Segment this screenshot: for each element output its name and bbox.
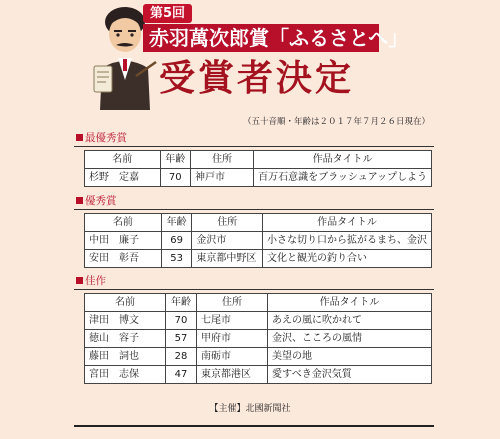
ordering-note: （五十音順・年齢は２０１７年７月２６日現在） — [242, 117, 430, 127]
edition-badge: 第5回 — [143, 4, 192, 23]
cell-title: 文化と観光の釣り合い — [263, 250, 432, 268]
winners-table — [84, 213, 432, 268]
square-bullet-icon — [76, 197, 83, 204]
cell-name: 徳山 容子 — [85, 330, 166, 348]
cell-title: 小さな切り口から拡がるまち、金沢 — [263, 232, 432, 250]
table-header-row — [85, 214, 432, 232]
col-header-address: 住所 — [197, 294, 268, 312]
footer-rule — [74, 425, 434, 427]
cell-address: 神戸市 — [191, 169, 254, 187]
table-header-row — [85, 151, 432, 169]
section-grand-prize — [74, 130, 434, 187]
cell-title: 愛すべき金沢気質 — [268, 366, 432, 384]
cell-title: あえの風に吹かれて — [268, 312, 432, 330]
square-bullet-icon — [76, 134, 83, 141]
col-header-age: 年齢 — [161, 214, 192, 232]
cell-name: 宮田 志保 — [85, 366, 166, 384]
section-title-text: 優秀賞 — [85, 195, 117, 207]
winners-table — [84, 293, 432, 384]
col-header-name: 名前 — [85, 214, 162, 232]
cell-age: 28 — [166, 348, 197, 366]
table-row — [85, 312, 432, 330]
cell-age: 53 — [161, 250, 192, 268]
cell-age: 70 — [160, 169, 191, 187]
section-honorable-mention — [74, 273, 434, 384]
col-header-title: 作品タイトル — [254, 151, 432, 169]
col-header-title: 作品タイトル — [268, 294, 432, 312]
prize-name: 赤羽萬次郎賞「ふるさとへ」 — [149, 26, 409, 50]
section-title-text: 佳作 — [85, 275, 106, 287]
header — [0, 0, 500, 112]
cell-name: 安田 彰吾 — [85, 250, 162, 268]
table-header-row — [85, 294, 432, 312]
table-row — [85, 348, 432, 366]
cell-name: 津田 博文 — [85, 312, 166, 330]
cell-age: 69 — [161, 232, 192, 250]
table-row — [85, 232, 432, 250]
cell-name: 杉野 定嘉 — [85, 169, 161, 187]
headline: 受賞者決定 — [159, 57, 355, 99]
cell-name: 中田 廉子 — [85, 232, 162, 250]
col-header-address: 住所 — [191, 151, 254, 169]
sponsor-credit: 【主催】北國新聞社 — [209, 404, 291, 414]
col-header-title: 作品タイトル — [263, 214, 432, 232]
cell-address: 甲府市 — [197, 330, 268, 348]
winners-table — [84, 150, 432, 187]
col-header-name: 名前 — [85, 151, 161, 169]
section-title — [74, 193, 434, 210]
col-header-age: 年齢 — [166, 294, 197, 312]
cell-address: 東京都中野区 — [192, 250, 263, 268]
section-title-text: 最優秀賞 — [85, 132, 127, 144]
col-header-address: 住所 — [192, 214, 263, 232]
cell-title: 美望の地 — [268, 348, 432, 366]
cell-address: 東京都港区 — [197, 366, 268, 384]
col-header-age: 年齢 — [160, 151, 191, 169]
cell-address: 南砺市 — [197, 348, 268, 366]
cell-age: 47 — [166, 366, 197, 384]
square-bullet-icon — [76, 277, 83, 284]
cell-address: 七尾市 — [197, 312, 268, 330]
table-row — [85, 330, 432, 348]
table-row — [85, 250, 432, 268]
table-row — [85, 366, 432, 384]
cell-age: 57 — [166, 330, 197, 348]
cell-title: 百万石意識をブラッシュアップしよう — [254, 169, 432, 187]
section-excellence-prize — [74, 193, 434, 268]
section-title — [74, 273, 434, 290]
section-title — [74, 130, 434, 147]
cell-name: 藤田 詞也 — [85, 348, 166, 366]
table-row — [85, 169, 432, 187]
cell-address: 金沢市 — [192, 232, 263, 250]
cell-age: 70 — [166, 312, 197, 330]
col-header-name: 名前 — [85, 294, 166, 312]
cell-title: 金沢、こころの風情 — [268, 330, 432, 348]
